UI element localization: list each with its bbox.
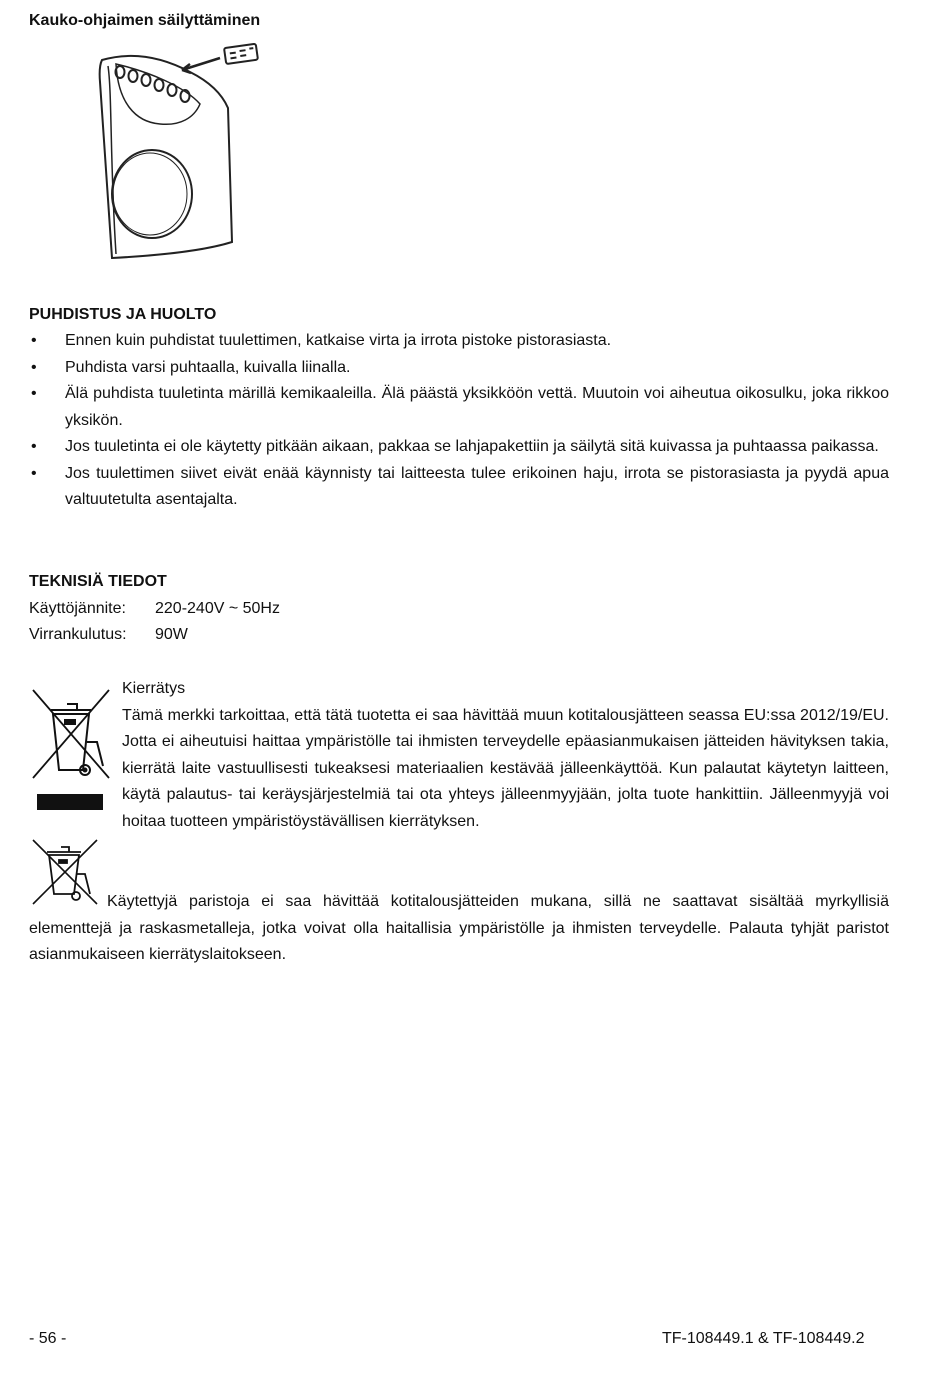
bullet-icon: • xyxy=(31,332,37,349)
spec-power xyxy=(29,622,188,649)
crossed-bin-icon xyxy=(29,682,113,814)
remote-storage-title: Kauko-ohjaimen säilyttäminen xyxy=(29,12,261,29)
spec-value: 220-240V ~ 50Hz xyxy=(155,600,280,617)
spec-label: Käyttöjännite: xyxy=(29,600,126,617)
crossed-bin-icon xyxy=(29,838,101,908)
cleaning-title: PUHDISTUS JA HUOLTO xyxy=(29,306,217,323)
bullet-icon: • xyxy=(31,358,37,376)
bullet-icon: • xyxy=(31,385,37,402)
list-item: • Puhdista varsi puhtaalla, kuivalla liinalla. xyxy=(29,355,889,382)
spec-voltage xyxy=(29,596,280,623)
battery-section xyxy=(29,838,889,969)
tech-title: TEKNISIÄ TIEDOT xyxy=(29,573,167,590)
bullet-icon: • xyxy=(31,464,37,482)
list-item: • Jos tuuletinta ei ole käytetty pitkään aikaan, pakkaa se lahjapakettiin ja säilytä sitä kuivassa ja puhtaassa paikassa. xyxy=(29,434,889,461)
battery-text: Käytettyjä paristoja ei saa hävittää kotitalousjätteiden mukana, sillä ne saattavat sisältää myrkyllisiä elementtejä ja raskasmetalleja, jotka voivat olla haitallisia ympäristölle ja ihmisten terveydelle. Palauta tyhjät paristot asianmukaiseen kierrätyslaitokseen. xyxy=(29,893,889,963)
list-item: • Ennen kuin puhdistat tuulettimen, katkaise virta ja irrota pistoke pistorasiasta. xyxy=(29,328,889,355)
cleaning-list xyxy=(29,328,889,514)
list-item: • Älä puhdista tuuletinta märillä kemikaaleilla. Älä päästä yksikköön vettä. Muutoin voi aiheutua oikosulku, joka rikkoo yksikön. xyxy=(29,381,889,434)
list-item: • Jos tuulettimen siivet eivät enää käynnisty tai laitteesta tulee erikoinen haju, irrota se pistorasiasta ja pyydä apua valtuutetulta asentajalta. xyxy=(29,461,889,514)
model-number: TF-108449.1 & TF-108449.2 xyxy=(662,1330,865,1347)
spec-label: Virrankulutus: xyxy=(29,626,127,643)
bullet-icon: • xyxy=(31,438,37,455)
recycling-section xyxy=(29,676,889,835)
recycling-text: Tämä merkki tarkoittaa, että tätä tuotetta ei saa hävittää muun kotitalousjätteen seassa EU:ssa 2012/19/EU. Jotta ei aiheutuisi haittaa ympäristölle tai ihmisten terveydelle epäasianmukaisen jätteiden hävityksen takia, kierrätä laite vastuullisesti tukeaksesi materiaalien kestävää jälleenkäyttöä. Kun palautat käytetyn laitteen, käytä palautus- tai keräysjärjestelmiä tai ota yhteys jälleenmyyjään, jolta tuote hankittiin. Jälleenmyyjä voi hoitaa tuotteen ympäristöystävällisen kierrätyksen. xyxy=(122,706,889,830)
page-number: - 56 - xyxy=(29,1330,67,1347)
fan-remote-storage-icon xyxy=(90,42,270,262)
recycling-title: Kierrätys xyxy=(122,680,186,697)
spec-value: 90W xyxy=(155,626,188,643)
